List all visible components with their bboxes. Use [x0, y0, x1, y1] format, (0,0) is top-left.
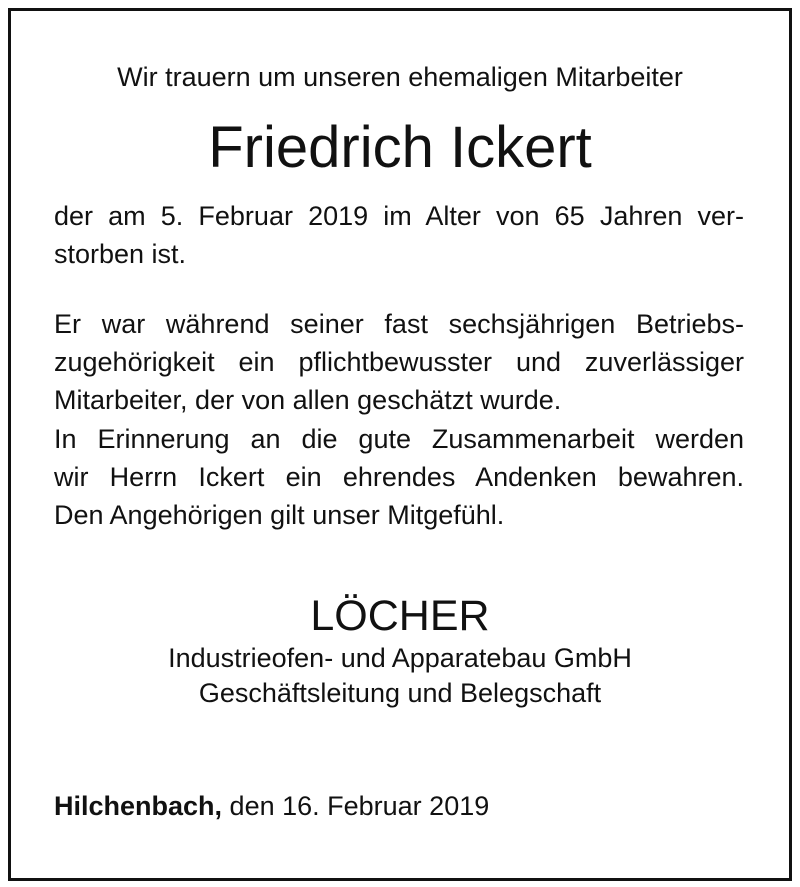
intro-line: Wir trauern um unseren ehemaligen Mitarbeiter	[117, 62, 683, 92]
place-date-line	[54, 789, 489, 823]
company-signatories: Geschäftsleitung und Belegschaft	[198, 678, 602, 708]
text-line: Den Angehörigen gilt unser Mitgefühl.	[54, 500, 505, 530]
text-line: In Erinnerung an die gute Zusammenarbeit werden	[54, 424, 744, 454]
text-line: der am 5. Februar 2019 im Alter von 65 Jahren ver-	[54, 201, 744, 231]
company-name: LÖCHER	[310, 592, 490, 640]
text-line: Mitarbeiter, der von allen geschätzt wurde.	[54, 385, 562, 415]
company-subtitle: Industrieofen- und Apparatebau GmbH	[168, 643, 632, 673]
paragraph-tribute	[54, 305, 744, 419]
text-line: storben ist.	[54, 239, 187, 269]
text-line: zugehörigkeit ein pflichtbewusster und zuverlässiger	[54, 347, 744, 377]
paragraph-death-info	[54, 197, 744, 273]
text-line: Er war während seiner fast sechsjährigen Betriebs-	[54, 309, 744, 339]
date-text: den 16. Februar 2019	[222, 791, 490, 821]
text-line: wir Herrn Ickert ein ehrendes Andenken bewahren.	[54, 462, 744, 492]
deceased-name: Friedrich Ickert	[208, 115, 592, 180]
paragraph-remembrance	[54, 420, 744, 534]
place-name: Hilchenbach,	[54, 791, 223, 821]
